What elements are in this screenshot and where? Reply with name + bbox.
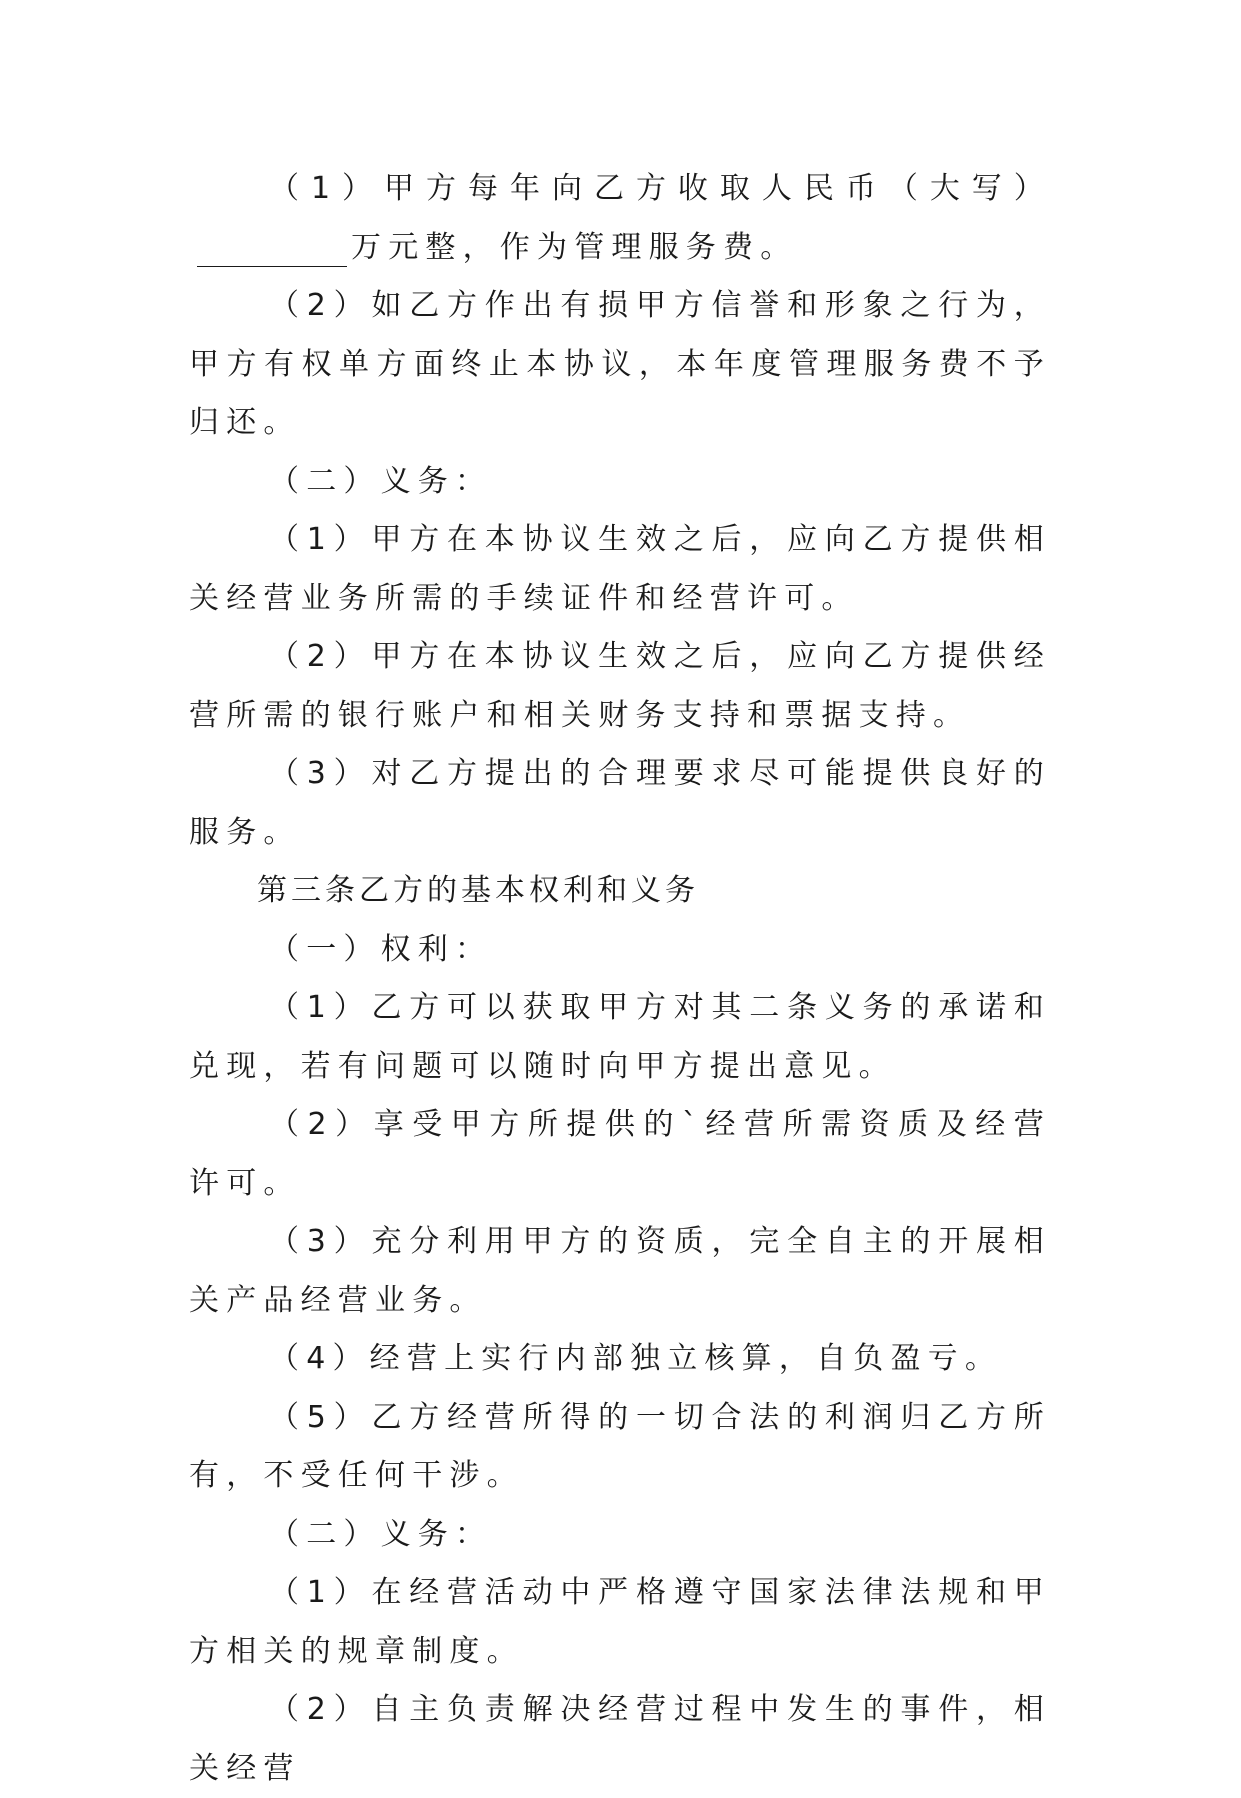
paragraph: （2）享受甲方所提供的`经营所需资质及经营许可。 <box>189 1107 1051 1201</box>
paragraph: （1）乙方可以获取甲方对其二条义务的承诺和兑现，若有问题可以随时向甲方提出意见。 <box>189 990 1051 1084</box>
section-subheading: （二）义务： <box>269 463 493 499</box>
section-subheading: （二）义务： <box>269 1516 493 1552</box>
paragraph: （2）如乙方作出有损甲方信誉和形象之行为，甲方有权单方面终止本协议，本年度管理服务费不予归还。 <box>189 288 1051 440</box>
paragraph-fee-amount <box>189 160 1051 277</box>
paragraph-text: （1）甲方每年向乙方收取人民币（大写） <box>269 171 1051 206</box>
paragraph: （4）经营上实行内部独立核算，自负盈亏。 <box>269 1341 1003 1376</box>
amount-blank-line <box>197 228 347 267</box>
paragraph: （2）自主负责解决经营过程中发生的事件，相关经营 <box>189 1692 1051 1786</box>
paragraph: （1）在经营活动中严格遵守国家法律法规和甲方相关的规章制度。 <box>189 1575 1051 1669</box>
article-heading: 第三条乙方的基本权利和义务 <box>257 873 699 908</box>
paragraph-text-suffix: 万元整，作为管理服务费。 <box>351 229 798 265</box>
paragraph: （5）乙方经营所得的一切合法的利润归乙方所有，不受任何干涉。 <box>189 1399 1051 1493</box>
document-body <box>189 160 1051 1798</box>
section-subheading: （一）权利： <box>269 931 493 967</box>
paragraph: （3）对乙方提出的合理要求尽可能提供良好的服务。 <box>189 756 1051 850</box>
paragraph: （2）甲方在本协议生效之后，应向乙方提供经营所需的银行账户和相关财务支持和票据支持。 <box>189 639 1051 733</box>
paragraph: （3）充分利用甲方的资质，完全自主的开展相关产品经营业务。 <box>189 1224 1051 1318</box>
paragraph: （1）甲方在本协议生效之后，应向乙方提供相关经营业务所需的手续证件和经营许可。 <box>189 522 1051 616</box>
